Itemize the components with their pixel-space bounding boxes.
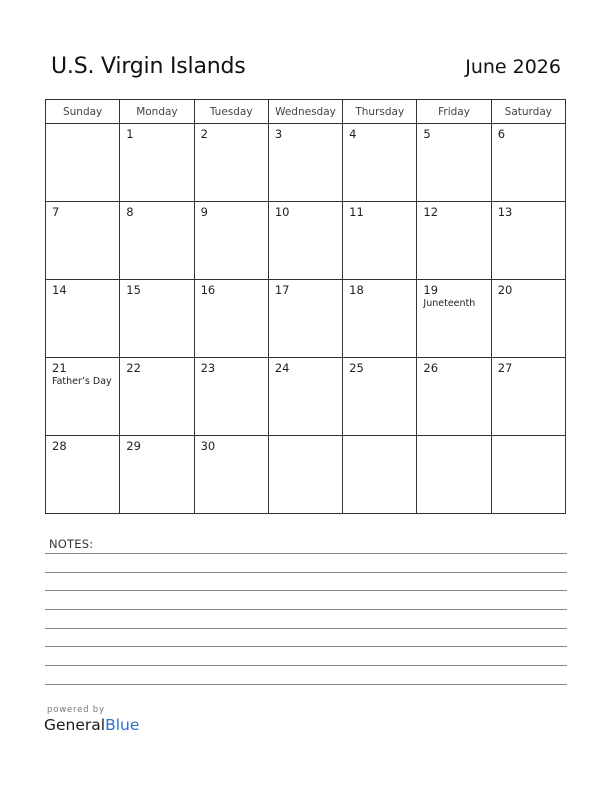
brand-name-general: General [44, 716, 106, 734]
day-number: 21 [52, 361, 67, 375]
notes-line [45, 628, 567, 629]
holiday-label-fathers-day: Father’s Day [52, 376, 112, 387]
day-number: 3 [274, 127, 283, 141]
day-cell [46, 358, 120, 436]
calendar-country-title: U.S. Virgin Islands [51, 54, 246, 79]
day-number: 19 [423, 283, 439, 297]
day-number: 1 [126, 127, 134, 141]
day-cell [46, 436, 120, 514]
day-number [417, 436, 490, 439]
notes-line [45, 665, 567, 666]
notes-line [45, 609, 567, 610]
day-cell [343, 358, 417, 436]
day-number: 22 [126, 361, 141, 375]
day-cell [120, 124, 194, 202]
day-cell [491, 124, 565, 202]
day-number [46, 124, 119, 127]
day-number: 12 [423, 205, 439, 219]
day-number: 16 [200, 283, 216, 297]
day-cell [343, 124, 417, 202]
day-cell [268, 436, 342, 514]
day-number: 17 [274, 283, 290, 297]
generalblue-logo [44, 705, 139, 735]
notes-line [45, 646, 567, 647]
week-row [46, 436, 566, 514]
day-number: 2 [200, 127, 208, 141]
day-number: 8 [126, 205, 134, 219]
notes-line [45, 684, 567, 685]
day-cell [343, 202, 417, 280]
weekday-header: Wednesday [268, 100, 342, 124]
weekday-header-row [46, 100, 566, 124]
week-row [46, 358, 566, 436]
day-cell [417, 436, 491, 514]
day-cell [491, 202, 565, 280]
brand-name [44, 715, 139, 735]
day-cell [417, 202, 491, 280]
day-number [492, 436, 565, 439]
holiday-label-juneteenth: Juneteenth [423, 298, 476, 309]
day-number: 6 [497, 127, 506, 141]
day-cell [417, 280, 491, 358]
day-number: 18 [349, 283, 364, 297]
day-cell [268, 202, 342, 280]
day-number [343, 436, 416, 439]
day-number: 27 [497, 361, 513, 375]
day-cell [343, 280, 417, 358]
weekday-header: Sunday [46, 100, 120, 124]
day-number: 28 [52, 439, 67, 453]
day-cell [417, 358, 491, 436]
notes-line [45, 572, 567, 573]
day-number: 23 [200, 361, 216, 375]
day-cell [491, 436, 565, 514]
week-row [46, 280, 566, 358]
weekday-header: Saturday [491, 100, 565, 124]
day-cell [46, 202, 120, 280]
day-cell [268, 124, 342, 202]
day-cell [46, 280, 120, 358]
day-cell [46, 124, 120, 202]
day-cell [194, 280, 268, 358]
day-number: 14 [52, 283, 67, 297]
day-cell [120, 358, 194, 436]
day-cell [194, 436, 268, 514]
day-number: 4 [349, 127, 357, 141]
powered-by-text: powered by [47, 705, 105, 715]
day-number: 9 [200, 205, 208, 219]
brand-name-blue: Blue [105, 716, 140, 734]
week-row [46, 202, 566, 280]
day-cell [491, 280, 565, 358]
day-number: 5 [423, 127, 431, 141]
day-cell [268, 358, 342, 436]
day-number: 20 [497, 283, 513, 297]
day-number: 15 [126, 283, 141, 297]
week-row [46, 124, 566, 202]
day-number: 26 [423, 361, 439, 375]
day-cell [120, 202, 194, 280]
weekday-header: Monday [120, 100, 194, 124]
day-cell [194, 358, 268, 436]
notes-label: NOTES: [49, 537, 94, 551]
day-number: 30 [200, 439, 216, 453]
weekday-header: Tuesday [194, 100, 268, 124]
day-number: 11 [349, 205, 364, 219]
day-cell [491, 358, 565, 436]
day-number: 7 [52, 205, 60, 219]
weekday-header: Friday [417, 100, 491, 124]
notes-line [45, 590, 567, 591]
day-number: 24 [274, 361, 290, 375]
day-cell [194, 202, 268, 280]
day-cell [417, 124, 491, 202]
day-cell [194, 124, 268, 202]
calendar-month-title: June 2026 [465, 56, 561, 78]
day-number: 13 [497, 205, 513, 219]
month-calendar-grid [45, 99, 566, 514]
weekday-header: Thursday [343, 100, 417, 124]
day-number: 29 [126, 439, 141, 453]
day-cell [343, 436, 417, 514]
day-cell [268, 280, 342, 358]
day-number: 10 [274, 205, 290, 219]
day-number: 25 [349, 361, 364, 375]
day-cell [120, 280, 194, 358]
day-cell [120, 436, 194, 514]
notes-line [45, 553, 567, 554]
day-number [269, 436, 342, 439]
